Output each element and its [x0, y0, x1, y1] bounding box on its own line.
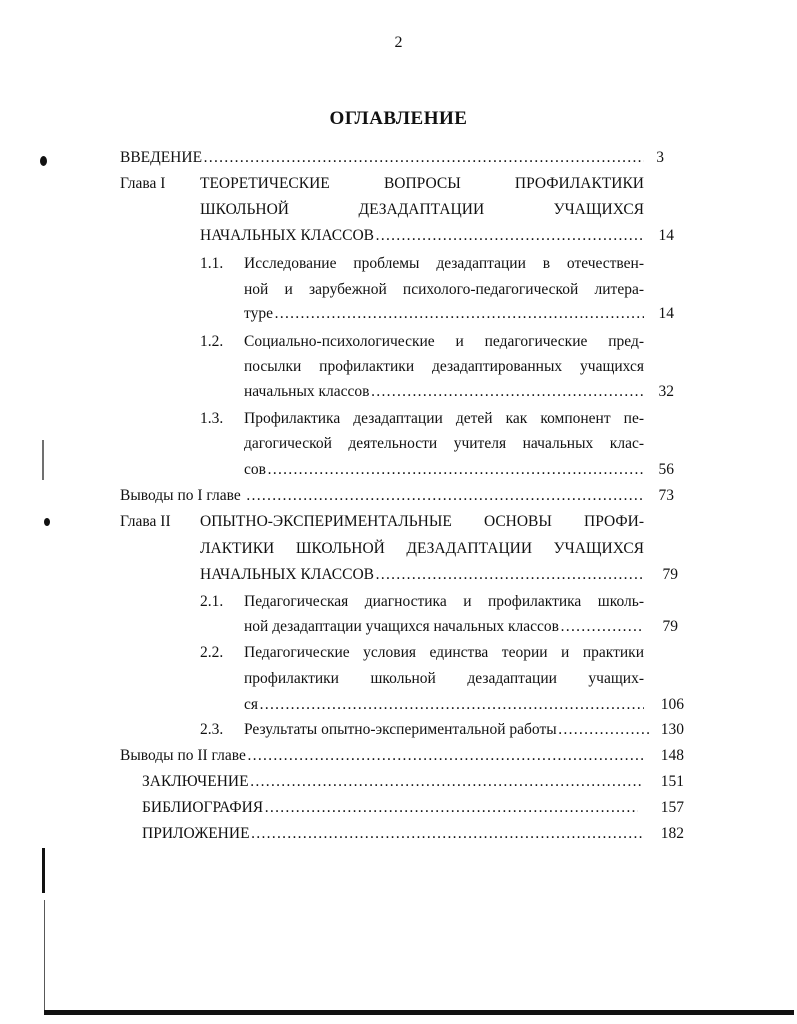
toc-entry-bibliography[interactable]: [142, 798, 638, 818]
toc-entry-line: [244, 434, 644, 454]
section-number: 1.3.: [200, 410, 224, 427]
toc-page-number: 130: [660, 721, 684, 738]
toc-page-number: 148: [660, 747, 684, 764]
toc-entry-line: [244, 304, 644, 324]
chapter-label: Глава II: [120, 513, 171, 530]
toc-page-number: 79: [662, 566, 678, 583]
toc-entry-chapter1[interactable]: [200, 174, 644, 194]
toc-entry-line: [244, 669, 644, 689]
toc-entry-section-1-2[interactable]: [244, 332, 644, 352]
toc-entry-chapter2[interactable]: [200, 512, 644, 532]
toc-page-number: 3: [656, 149, 664, 166]
toc-entry-appendix[interactable]: [142, 824, 644, 844]
toc-entry-line: [244, 695, 644, 715]
toc-entry-conclusions-2[interactable]: [120, 746, 644, 766]
toc-entry-text: посылки профилактики дезадаптированных учащихся: [244, 358, 644, 375]
toc-entry-line: [244, 357, 644, 377]
toc-entry-conclusions-1[interactable]: [120, 486, 644, 506]
section-number: 2.2.: [200, 644, 224, 661]
toc-entry-text: ШКОЛЬНОЙ ДЕЗАДАПТАЦИИ УЧАЩИХСЯ: [200, 201, 644, 218]
toc-entry-text: дагогической деятельности учителя начальных клас-: [244, 435, 644, 452]
page-title: ОГЛАВЛЕНИЕ: [329, 108, 468, 129]
toc-page-number: 79: [662, 618, 678, 635]
toc-entry-section-2-2[interactable]: [244, 643, 644, 663]
toc-page-number: 73: [658, 487, 674, 504]
toc-entry-line: [200, 226, 644, 246]
toc-entry-text: БИБЛИОГРАФИЯ: [142, 799, 264, 816]
toc-entry-line: [244, 280, 644, 300]
toc-entry-text: Результаты опытно-экспериментальной работы: [244, 721, 557, 738]
scan-artifact: [44, 518, 50, 526]
toc-entry-line: [244, 617, 644, 637]
toc-entry-text: туре: [244, 305, 273, 322]
toc-entry-text: ЗАКЛЮЧЕНИЕ: [142, 773, 249, 790]
toc-entry-text: начальных классов: [244, 383, 370, 400]
toc-entry-section-2-1[interactable]: [244, 592, 644, 612]
scan-artifact: [42, 440, 44, 480]
toc-page-number: 151: [660, 773, 684, 790]
toc-entry-text: ЛАКТИКИ ШКОЛЬНОЙ ДЕЗАДАПТАЦИИ УЧАЩИХСЯ: [200, 540, 644, 557]
toc-entry-text: ся: [244, 696, 259, 713]
section-number: 1.1.: [200, 255, 224, 272]
toc-entry-text: Исследование проблемы дезадаптации в отечествен-: [244, 255, 644, 272]
toc-entry-line: [200, 565, 644, 585]
toc-entry-text: ТЕОРЕТИЧЕСКИЕ ВОПРОСЫ ПРОФИЛАКТИКИ: [200, 175, 644, 192]
toc-entry-text: Выводы по I главе: [120, 487, 241, 504]
toc-entry-text: ной и зарубежной психолого-педагогической литера-: [244, 281, 644, 298]
toc-entry-section-2-3[interactable]: [244, 720, 649, 740]
scan-artifact: [42, 848, 45, 893]
toc-entry-text: ВВЕДЕНИЕ: [120, 149, 203, 166]
toc-page-number: 157: [660, 799, 684, 816]
toc-entry-section-1-3[interactable]: [244, 409, 644, 429]
toc-entry-line: [244, 460, 644, 480]
toc-entry-line: [244, 382, 644, 402]
toc-entry-text: Педагогическая диагностика и профилактика школь-: [244, 593, 644, 610]
toc-entry-line: [200, 539, 644, 559]
toc-entry-intro[interactable]: [120, 148, 644, 168]
toc-page-number: 182: [660, 825, 684, 842]
toc-entry-conclusion[interactable]: [142, 772, 644, 792]
page-number: 2: [394, 34, 403, 51]
toc-entry-text: Педагогические условия единства теории и практики: [244, 644, 644, 661]
toc-page-number: 14: [658, 227, 674, 244]
toc-page-number: 32: [658, 383, 674, 400]
toc-entry-text: сов: [244, 461, 266, 478]
toc-page-number: 14: [658, 305, 674, 322]
toc-entry-text: ОПЫТНО-ЭКСПЕРИМЕНТАЛЬНЫЕ ОСНОВЫ ПРОФИ-: [200, 513, 644, 530]
toc-entry-text: ПРИЛОЖЕНИЕ: [142, 825, 250, 842]
scan-artifact: [40, 156, 47, 166]
toc-entry-text: ной дезадаптации учащихся начальных классов: [244, 618, 559, 635]
toc-entry-section-1-1[interactable]: [244, 254, 644, 274]
section-number: 2.1.: [200, 593, 224, 610]
chapter-label: Глава I: [120, 175, 166, 192]
toc-entry-text: профилактики школьной дезадаптации учащих-: [244, 670, 644, 687]
scan-artifact: [44, 900, 45, 1010]
toc-entry-text: Профилактика дезадаптации детей как компонент пе-: [244, 410, 644, 427]
toc-entry-text: НАЧАЛЬНЫХ КЛАССОВ: [200, 566, 374, 583]
toc-entry-text: НАЧАЛЬНЫХ КЛАССОВ: [200, 227, 374, 244]
toc-entry-text: Социально-психологические и педагогические пред-: [244, 333, 644, 350]
toc-page-number: 56: [658, 461, 674, 478]
section-number: 1.2.: [200, 333, 224, 350]
toc-entry-text: Выводы по II главе: [120, 747, 246, 764]
toc-page-number: 106: [660, 696, 684, 713]
toc-entry-line: [200, 200, 644, 220]
scan-edge-line: [44, 1010, 794, 1015]
section-number: 2.3.: [200, 721, 224, 738]
